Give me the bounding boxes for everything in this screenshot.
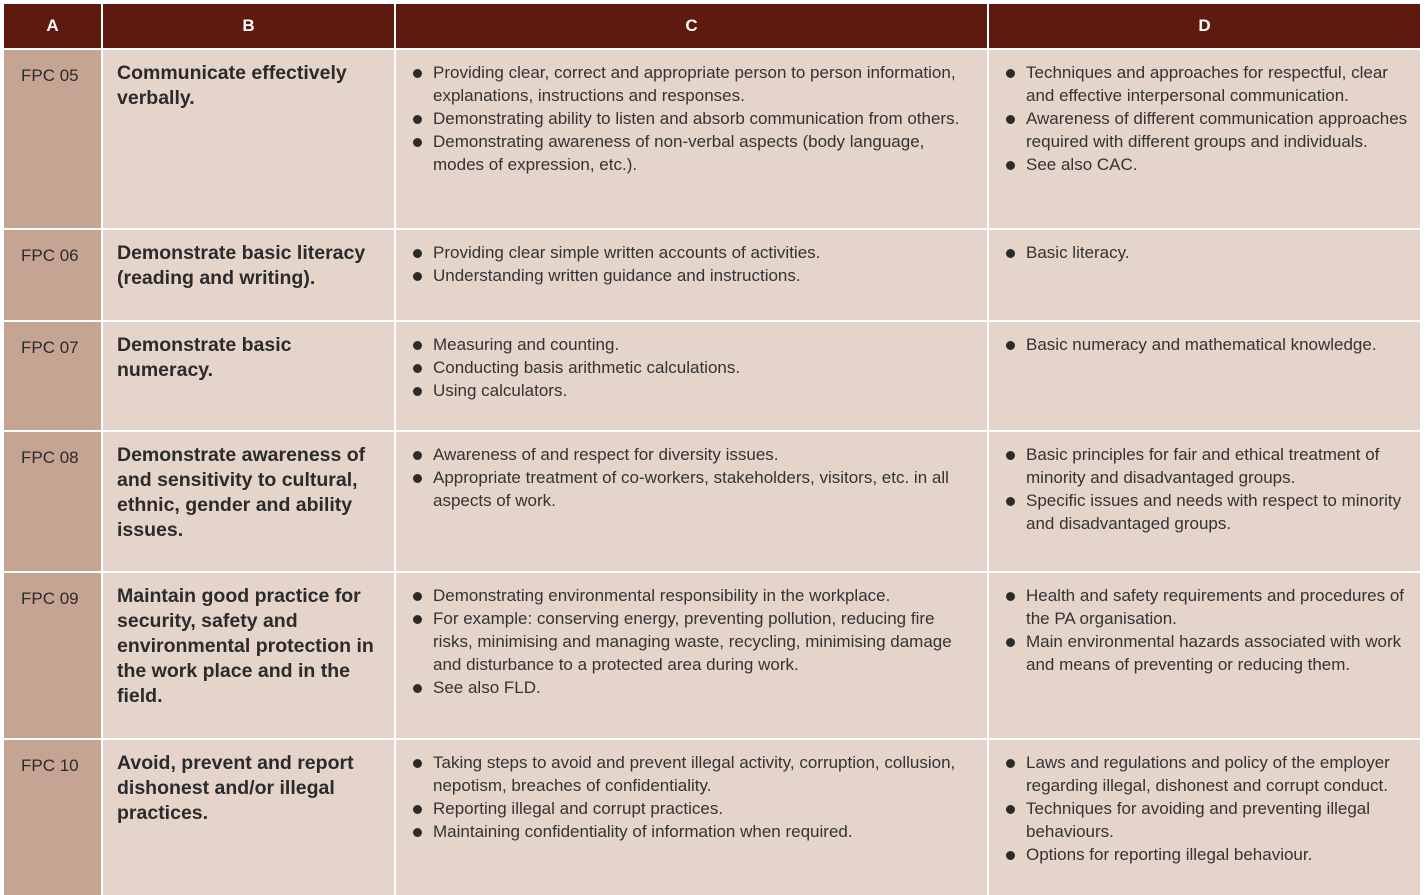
competency-code: FPC 05 bbox=[4, 49, 102, 229]
competency-title: Maintain good practice for security, safety and environmental protection in the work place and in the field. bbox=[102, 572, 395, 739]
column-header-d: D bbox=[988, 4, 1420, 49]
list-item: See also FLD. bbox=[412, 676, 977, 699]
performance-criteria bbox=[395, 572, 988, 739]
list-item: Main environmental hazards associated with work and means of preventing or reducing them. bbox=[1005, 630, 1410, 676]
competency-code: FPC 08 bbox=[4, 431, 102, 572]
competency-code: FPC 07 bbox=[4, 321, 102, 431]
list-item: Basic numeracy and mathematical knowledge. bbox=[1005, 333, 1410, 356]
list-item: Demonstrating awareness of non-verbal aspects (body language, modes of expression, etc.). bbox=[412, 130, 977, 176]
table-row bbox=[4, 49, 1420, 229]
knowledge-requirements bbox=[988, 572, 1420, 739]
table-row bbox=[4, 229, 1420, 321]
list-item: Understanding written guidance and instructions. bbox=[412, 264, 977, 287]
performance-criteria bbox=[395, 321, 988, 431]
performance-criteria bbox=[395, 431, 988, 572]
header-row bbox=[4, 4, 1420, 49]
list-item: Awareness of and respect for diversity issues. bbox=[412, 443, 977, 466]
list-item: Providing clear, correct and appropriate person to person information, explanations, instructions and responses. bbox=[412, 61, 977, 107]
list-item: Using calculators. bbox=[412, 379, 977, 402]
performance-criteria bbox=[395, 739, 988, 895]
knowledge-requirements bbox=[988, 739, 1420, 895]
list-item: Basic literacy. bbox=[1005, 241, 1410, 264]
knowledge-requirements bbox=[988, 49, 1420, 229]
table-row bbox=[4, 572, 1420, 739]
list-item: Awareness of different communication approaches required with different groups and individuals. bbox=[1005, 107, 1410, 153]
competency-code: FPC 06 bbox=[4, 229, 102, 321]
competency-title: Demonstrate basic numeracy. bbox=[102, 321, 395, 431]
competency-code: FPC 09 bbox=[4, 572, 102, 739]
knowledge-requirements bbox=[988, 431, 1420, 572]
competency-table bbox=[4, 4, 1420, 895]
list-item: Maintaining confidentiality of information when required. bbox=[412, 820, 977, 843]
competency-title: Demonstrate basic literacy (reading and writing). bbox=[102, 229, 395, 321]
competency-code: FPC 10 bbox=[4, 739, 102, 895]
table-row bbox=[4, 431, 1420, 572]
list-item: Techniques for avoiding and preventing illegal behaviours. bbox=[1005, 797, 1410, 843]
list-item: Demonstrating environmental responsibility in the workplace. bbox=[412, 584, 977, 607]
competency-title: Demonstrate awareness of and sensitivity to cultural, ethnic, gender and ability issues. bbox=[102, 431, 395, 572]
knowledge-requirements bbox=[988, 229, 1420, 321]
performance-criteria bbox=[395, 229, 988, 321]
competency-title: Communicate effectively verbally. bbox=[102, 49, 395, 229]
list-item: Appropriate treatment of co-workers, stakeholders, visitors, etc. in all aspects of work. bbox=[412, 466, 977, 512]
competency-title: Avoid, prevent and report dishonest and/or illegal practices. bbox=[102, 739, 395, 895]
list-item: Measuring and counting. bbox=[412, 333, 977, 356]
list-item: Techniques and approaches for respectful, clear and effective interpersonal communication. bbox=[1005, 61, 1410, 107]
list-item: Basic principles for fair and ethical treatment of minority and disadvantaged groups. bbox=[1005, 443, 1410, 489]
list-item: Demonstrating ability to listen and absorb communication from others. bbox=[412, 107, 977, 130]
list-item: See also CAC. bbox=[1005, 153, 1410, 176]
column-header-c: C bbox=[395, 4, 988, 49]
table-row bbox=[4, 321, 1420, 431]
list-item: Specific issues and needs with respect to minority and disadvantaged groups. bbox=[1005, 489, 1410, 535]
column-header-b: B bbox=[102, 4, 395, 49]
list-item: Taking steps to avoid and prevent illegal activity, corruption, collusion, nepotism, breaches of confidentiality. bbox=[412, 751, 977, 797]
list-item: Providing clear simple written accounts of activities. bbox=[412, 241, 977, 264]
knowledge-requirements bbox=[988, 321, 1420, 431]
list-item: Laws and regulations and policy of the employer regarding illegal, dishonest and corrupt conduct. bbox=[1005, 751, 1410, 797]
list-item: Reporting illegal and corrupt practices. bbox=[412, 797, 977, 820]
table-row bbox=[4, 739, 1420, 895]
column-header-a: A bbox=[4, 4, 102, 49]
list-item: Conducting basis arithmetic calculations. bbox=[412, 356, 977, 379]
list-item: For example: conserving energy, preventing pollution, reducing fire risks, minimising and managing waste, recycling, minimising damage and disturbance to a protected area during work. bbox=[412, 607, 977, 676]
performance-criteria bbox=[395, 49, 988, 229]
list-item: Options for reporting illegal behaviour. bbox=[1005, 843, 1410, 866]
list-item: Health and safety requirements and procedures of the PA organisation. bbox=[1005, 584, 1410, 630]
